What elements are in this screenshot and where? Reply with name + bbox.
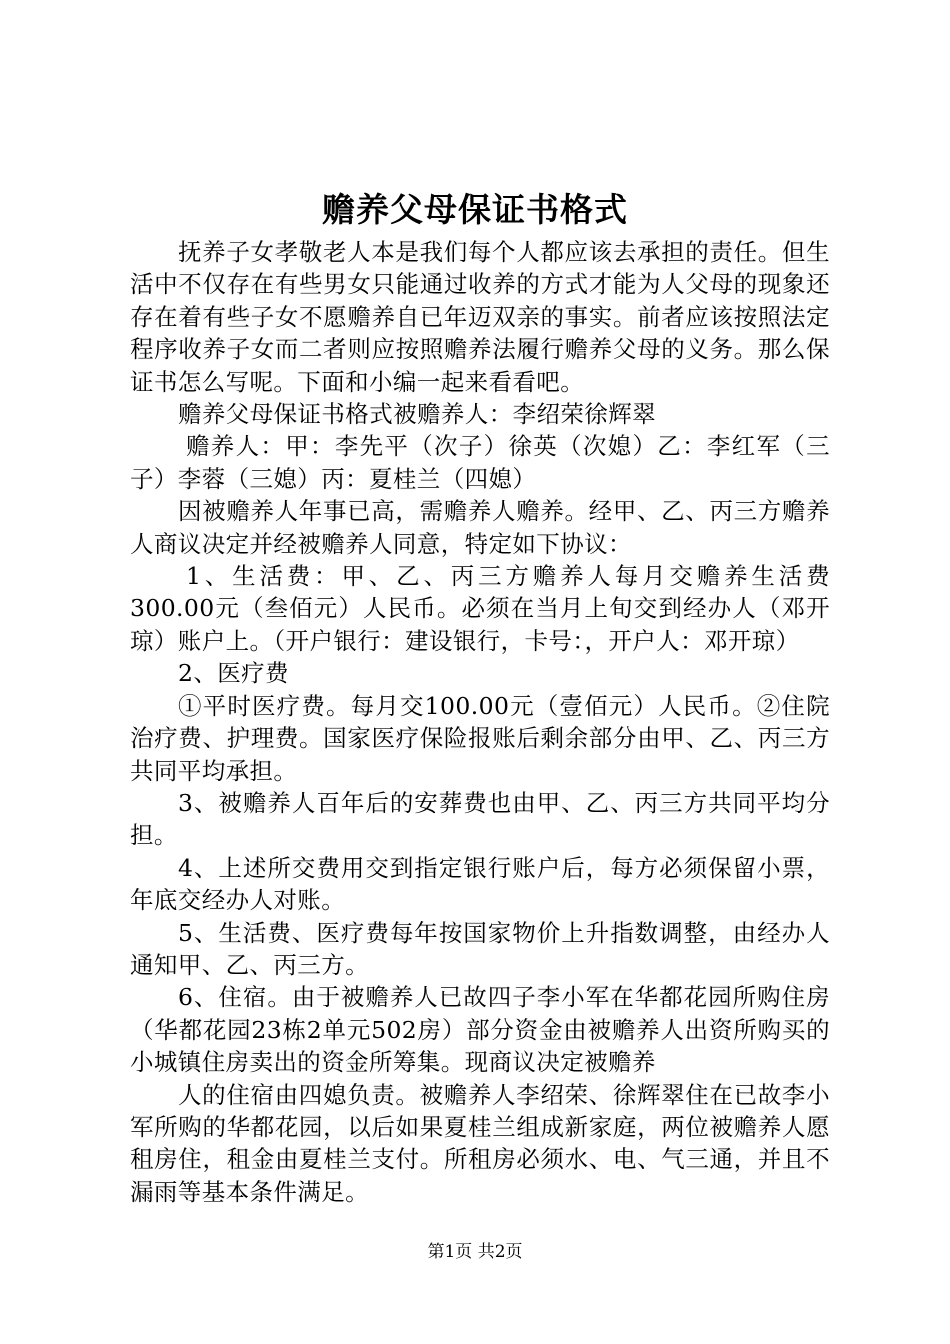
clause-funeral-expenses: 3、被赡养人百年后的安葬费也由甲、乙、丙三方共同平均分担。: [130, 788, 830, 850]
clause-living-expenses: 1、生活费：甲、乙、丙三方赡养人每月交赡养生活费300.00元（叁佰元）人民币。必须在当月上旬交到经办人（邓开琼）账户上。（开户银行：建设银行，卡号：，开户人：邓开琼）: [130, 562, 830, 655]
intro-paragraph: 抚养子女孝敬老人本是我们每个人都应该去承担的责任。但生活中不仅存在有些男女只能通过收养的方式才能为人父母的现象还存在着有些子女不愿赡养自已年迈双亲的事实。前者应该按照法定程序收养子女而二者则应按照赡养法履行赡养父母的义务。那么保证书怎么写呢。下面和小编一起来看看吧。: [130, 238, 830, 396]
clause-housing-continued: 人的住宿由四媳负责。被赡养人李绍荣、徐辉翠住在已故李小军所购的华都花园，以后如果夏桂兰组成新家庭，两位被赡养人愿租房住，租金由夏桂兰支付。所租房必须水、电、气三通，并且不漏雨等基本条件满足。: [130, 1080, 830, 1206]
document-body: [130, 236, 830, 1208]
clause-housing: 6、住宿。由于被赡养人已故四子李小军在华都花园所购住房（华都花园23栋2单元502房）部分资金由被赡养人出资所购买的小城镇住房卖出的资金所筹集。现商议决定被赡养: [130, 983, 830, 1077]
page-number-footer: 第1页 共2页: [427, 1242, 523, 1262]
agreement-preamble-paragraph: 因被赡养人年事已高，需赡养人赡养。经甲、乙、丙三方赡养人商议决定并经被赡养人同意，特定如下协议：: [130, 497, 830, 558]
clause-medical-heading: 2、医疗费: [178, 659, 289, 688]
clause-medical-details: ①平时医疗费。每月交100.00元（壹佰元）人民币。②住院治疗费、护理费。国家医疗保险报账后剩余部分由甲、乙、丙三方共同平均承担。: [130, 691, 830, 785]
document-title: 赡养父母保证书格式: [322, 190, 628, 229]
clause-receipts: 4、上述所交费用交到指定银行账户后，每方必须保留小票，年底交经办人对账。: [130, 853, 830, 915]
supported-persons-paragraph: 赡养父母保证书格式被赡养人：李绍荣徐辉翠: [178, 400, 656, 429]
supporters-paragraph: 赡养人：甲：李先平（次子）徐英（次媳）乙：李红军（三子）李蓉（三媳）丙：夏桂兰（四媳）: [130, 432, 830, 493]
clause-adjustment: 5、生活费、医疗费每年按国家物价上升指数调整，由经办人通知甲、乙、丙三方。: [130, 918, 830, 979]
